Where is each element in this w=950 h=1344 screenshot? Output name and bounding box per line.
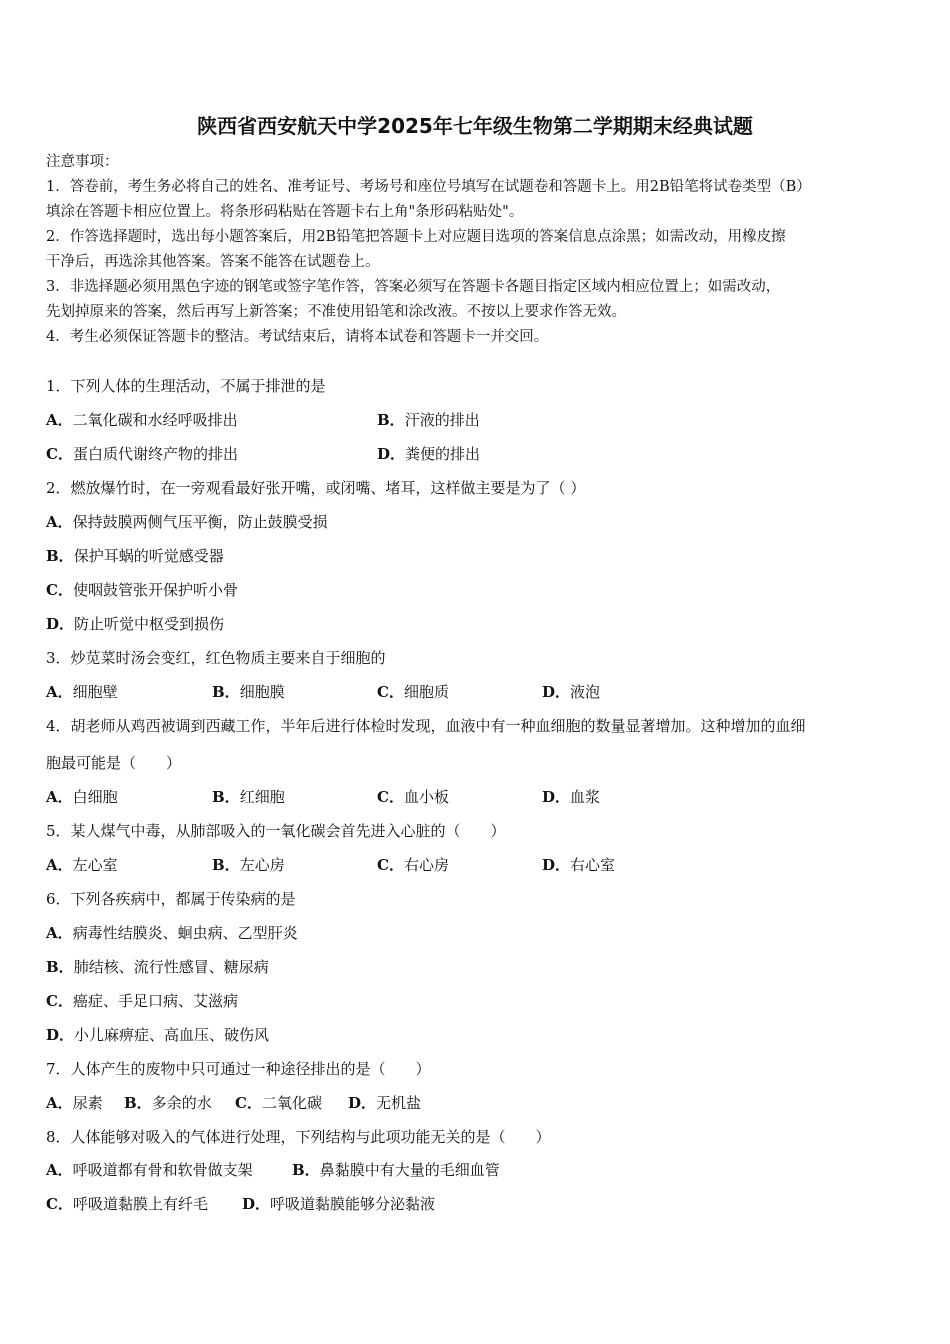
option-c: C．细胞质 (377, 683, 449, 701)
option-a: A．尿素 (46, 1094, 103, 1112)
option-c: C．呼吸道黏膜上有纤毛 (46, 1195, 208, 1213)
option-b: B．多余的水 (124, 1094, 212, 1112)
question-stem: 7．人体产生的废物中只可通过一种途径排出的是（ ） (46, 1060, 431, 1078)
page-title: 陕西省西安航天中学2025年七年级生物第二学期期末经典试题 (197, 114, 753, 138)
option-b: B．鼻黏膜中有大量的毛细血管 (292, 1161, 500, 1179)
notice-section (46, 150, 916, 350)
option-d: D．粪便的排出 (377, 445, 481, 463)
option-b: B．汗液的排出 (377, 411, 480, 429)
question-stem: 6．下列各疾病中，都属于传染病的是 (46, 890, 296, 908)
option-a: A．呼吸道都有骨和软骨做支架 (46, 1161, 253, 1179)
option-b: B．左心房 (212, 856, 285, 874)
notice-line: 干净后，再选涂其他答案。答案不能答在试题卷上。 (46, 254, 380, 270)
option-b: B．红细胞 (212, 788, 285, 806)
option-a: A．白细胞 (46, 788, 118, 806)
option-a: A．二氧化碳和水经呼吸排出 (46, 411, 238, 429)
option-c: C．蛋白质代谢终产物的排出 (46, 445, 238, 463)
notice-line: 2．作答选择题时，选出每小题答案后，用2B铅笔把答题卡上对应题目选项的答案信息点涂黑；如需改动，用橡皮擦 (46, 229, 786, 245)
option-d: D．小儿麻痹症、高血压、破伤风 (46, 1026, 270, 1044)
option-d: D．呼吸道黏膜能够分泌黏液 (242, 1195, 436, 1213)
notice-heading: 注意事项： (46, 154, 119, 170)
option-d: D．右心室 (542, 856, 616, 874)
option-c: C．血小板 (377, 788, 449, 806)
question-stem: 1．下列人体的生理活动，不属于排泄的是 (46, 377, 326, 395)
notice-line: 先划掉原来的答案，然后再写上新答案；不准使用铅笔和涂改液。不按以上要求作答无效。 (46, 304, 626, 320)
notice-line: 3．非选择题必须用黑色字迹的钢笔或签字笔作答，答案必须写在答题卡各题目指定区域内相应位置上；如需改动， (46, 279, 781, 295)
option-a: A．细胞壁 (46, 683, 118, 701)
option-d: D．血浆 (542, 788, 601, 806)
notice-line: 填涂在答题卡相应位置上。将条形码粘贴在答题卡右上角"条形码粘贴处"。 (46, 204, 524, 220)
question-stem: 8．人体能够对吸入的气体进行处理，下列结构与此项功能无关的是（ ） (46, 1128, 551, 1146)
option-b: B．肺结核、流行性感冒、糖尿病 (46, 958, 269, 976)
option-a: A．保持鼓膜两侧气压平衡，防止鼓膜受损 (46, 513, 328, 531)
notice-line: 4．考生必须保证答题卡的整洁。考试结束后，请将本试卷和答题卡一并交回。 (46, 329, 549, 345)
option-b: B．保护耳蜗的听觉感受器 (46, 547, 224, 565)
option-c: C．癌症、手足口病、艾滋病 (46, 992, 238, 1010)
notice-line: 1．答卷前，考生务必将自己的姓名、准考证号、考场号和座位号填写在试题卷和答题卡上。用2B铅笔将试卷类型（B） (46, 179, 811, 195)
option-d: D．液泡 (542, 683, 601, 701)
option-d: D．无机盐 (348, 1094, 422, 1112)
question-stem: 3．炒苋菜时汤会变红，红色物质主要来自于细胞的 (46, 649, 386, 667)
option-c: C．二氧化碳 (235, 1094, 322, 1112)
question-stem: 4．胡老师从鸡西被调到西藏工作，半年后进行体检时发现，血液中有一种血细胞的数量显著增加。这种增加的血细 (46, 717, 806, 735)
option-b: B．细胞膜 (212, 683, 285, 701)
option-c: C．右心房 (377, 856, 449, 874)
question-stem-continued: 胞最可能是（ ） (46, 754, 182, 772)
option-d: D．防止听觉中枢受到损伤 (46, 615, 225, 633)
option-a: A．病毒性结膜炎、蛔虫病、乙型肝炎 (46, 924, 298, 942)
question-stem: 5．某人煤气中毒，从肺部吸入的一氧化碳会首先进入心脏的（ ） (46, 822, 506, 840)
option-c: C．使咽鼓管张开保护听小骨 (46, 581, 238, 599)
option-a: A．左心室 (46, 856, 118, 874)
question-stem: 2．燃放爆竹时，在一旁观看最好张开嘴，或闭嘴、堵耳，这样做主要是为了（ ） (46, 479, 586, 497)
